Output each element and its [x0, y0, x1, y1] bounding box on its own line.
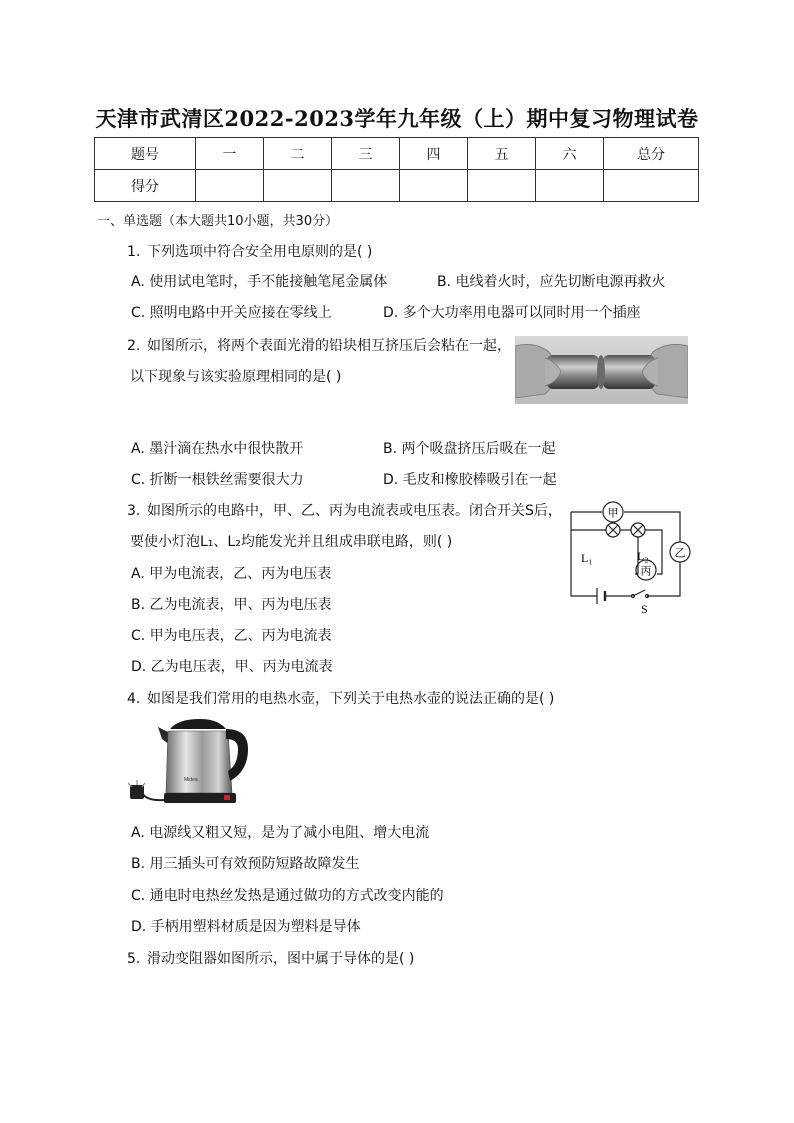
section-heading: 一、单选题（本大题共10小题，共30分）: [97, 214, 339, 229]
score-table-header-row: [95, 138, 699, 170]
lamp-l1-label: L₁: [581, 551, 593, 565]
question-stem: 滑动变阻器如图所示，图中属于导体的是( ): [147, 951, 415, 967]
q2-option-d[interactable]: D. 毛皮和橡胶棒吸引在一起: [383, 472, 557, 488]
question-number: 3.: [127, 503, 141, 519]
question-1: [127, 241, 372, 261]
q4-option-c[interactable]: C. 通电时电热丝发热是通过做功的方式改变内能的: [131, 888, 444, 904]
q3-option-b[interactable]: B. 乙为电流表，甲、丙为电压表: [131, 597, 332, 613]
page-title: 天津市武清区2022-2023学年九年级（上）期中复习物理试卷: [95, 106, 699, 131]
score-cell[interactable]: [400, 170, 468, 202]
q2-option-a[interactable]: A. 墨汁滴在热水中很快散开: [131, 441, 304, 457]
header-cell: 总分: [604, 138, 699, 170]
score-cell[interactable]: [264, 170, 332, 202]
question-2: [127, 335, 511, 355]
header-cell: 二: [264, 138, 332, 170]
score-table-score-row: [95, 170, 699, 202]
q3-option-c[interactable]: C. 甲为电压表，乙、丙为电流表: [131, 628, 332, 644]
question-number: 1.: [127, 244, 141, 260]
header-cell: 六: [536, 138, 604, 170]
brand-logo: Midea: [184, 777, 198, 783]
meter-yi-label: 乙: [674, 547, 686, 560]
question-stem: 如图所示的电路中，甲、乙、丙为电流表或电压表。闭合开关S后，: [147, 503, 562, 519]
q4-option-b[interactable]: B. 用三插头可有效预防短路故障发生: [131, 856, 360, 872]
header-cell: 四: [400, 138, 468, 170]
question-2-stem-line2: 以下现象与该实验原理相同的是( ): [130, 369, 342, 385]
score-cell[interactable]: [332, 170, 400, 202]
score-row-label: 得分: [95, 170, 196, 202]
meter-bing-label: 丙: [640, 565, 652, 578]
q4-option-a[interactable]: A. 电源线又粗又短，是为了减小电阻、增大电流: [131, 825, 430, 841]
switch-s-label: S: [641, 602, 648, 616]
question-stem: 如图是我们常用的电热水壶，下列关于电热水壶的说法正确的是( ): [147, 691, 555, 707]
question-number: 5.: [127, 951, 141, 967]
q2-option-b[interactable]: B. 两个吸盘挤压后吸在一起: [383, 441, 556, 457]
question-3: [127, 500, 562, 520]
q2-option-c[interactable]: C. 折断一根铁丝需要很大力: [131, 472, 304, 488]
header-cell: 三: [332, 138, 400, 170]
question-number: 2.: [127, 338, 141, 354]
q1-option-b[interactable]: B. 电线着火时，应先切断电源再救火: [437, 274, 666, 290]
score-cell[interactable]: [468, 170, 536, 202]
q1-option-c[interactable]: C. 照明电路中开关应接在零线上: [131, 305, 332, 321]
circuit-diagram: [565, 500, 695, 620]
lead-blocks-photo: [515, 336, 688, 404]
score-table: [94, 137, 699, 202]
question-3-stem-line2: 要使小灯泡L₁、L₂均能发光并且组成串联电路，则( ): [130, 534, 453, 550]
header-cell: 一: [196, 138, 264, 170]
question-stem: 下列选项中符合安全用电原则的是( ): [147, 244, 373, 260]
question-5: [127, 948, 414, 968]
score-cell[interactable]: [196, 170, 264, 202]
question-number: 4.: [127, 691, 141, 707]
q3-option-a[interactable]: A. 甲为电流表，乙、丙为电压表: [131, 566, 332, 582]
header-cell: 题号: [95, 138, 196, 170]
electric-kettle-photo: [128, 715, 252, 811]
question-stem: 如图所示，将两个表面光滑的铅块相互挤压后会粘在一起，: [147, 338, 511, 354]
meter-jia-label: 甲: [607, 507, 619, 520]
q1-option-d[interactable]: D. 多个大功率用电器可以同时用一个插座: [383, 305, 641, 321]
lamp-l2-label: L₂: [637, 549, 649, 563]
score-cell[interactable]: [604, 170, 699, 202]
q1-option-a[interactable]: A. 使用试电笔时，手不能接触笔尾金属体: [131, 274, 388, 290]
question-4: [127, 688, 554, 708]
header-cell: 五: [468, 138, 536, 170]
score-cell[interactable]: [536, 170, 604, 202]
q4-option-d[interactable]: D. 手柄用塑料材质是因为塑料是导体: [131, 919, 361, 935]
q3-option-d[interactable]: D. 乙为电压表，甲、丙为电流表: [131, 659, 333, 675]
